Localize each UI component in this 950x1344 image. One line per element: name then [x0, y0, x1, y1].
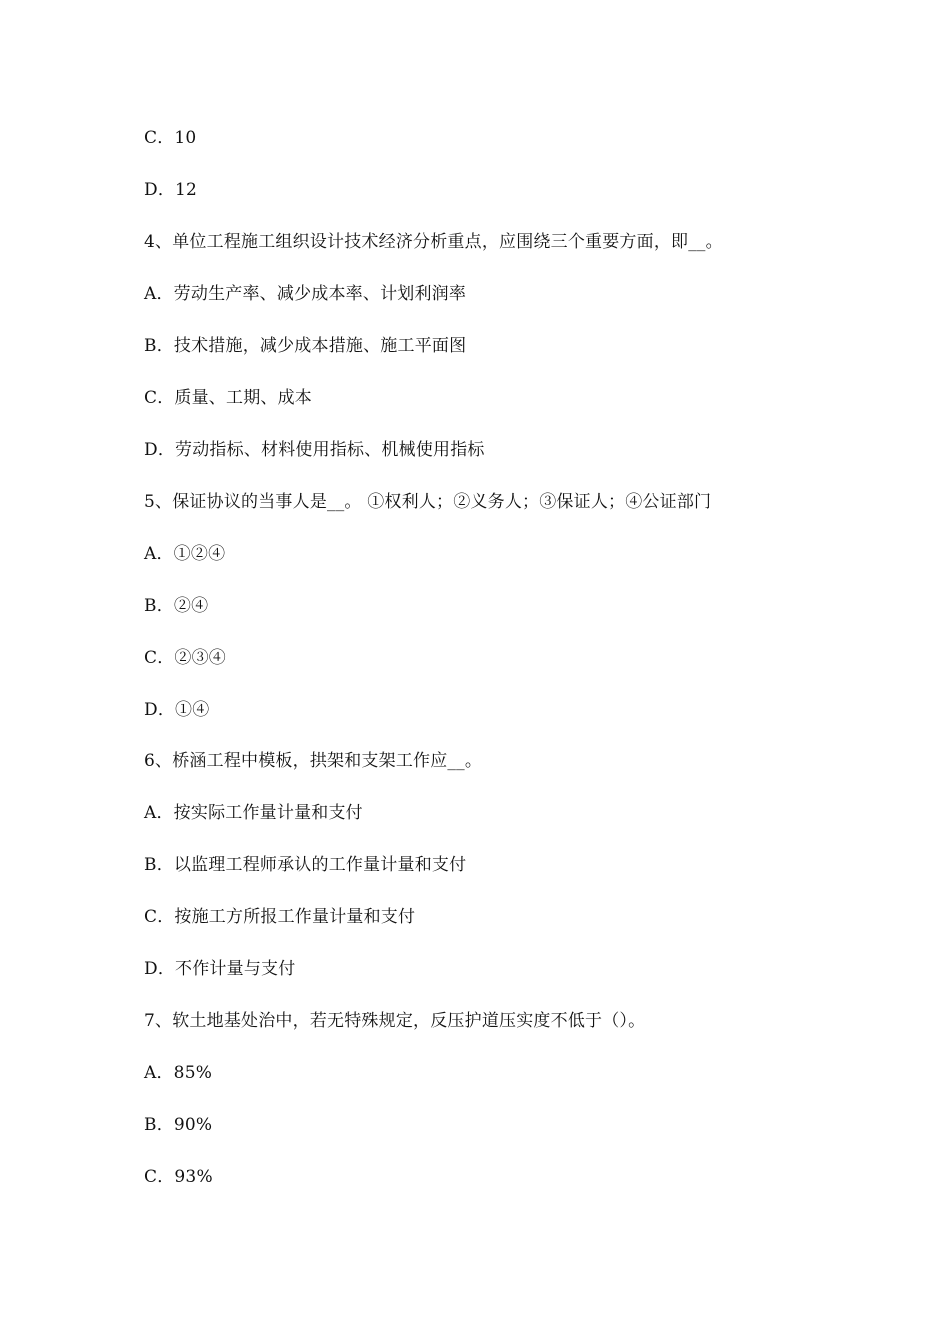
option-c-q3: C．10	[144, 128, 197, 148]
question-5: 5、保证协议的当事人是__。 ①权利人；②义务人；③保证人；④公证部门	[144, 492, 712, 512]
question-7: 7、软土地基处治中，若无特殊规定，反压护道压实度不低于（）。	[144, 1011, 646, 1031]
option-b-q7: B．90%	[144, 1115, 213, 1135]
option-d-q6: D．不作计量与支付	[144, 959, 296, 979]
option-c-q6: C．按施工方所报工作量计量和支付	[144, 907, 416, 927]
option-d-q3: D．12	[144, 180, 198, 200]
option-c-q4: C．质量、工期、成本	[144, 388, 313, 408]
option-d-q5: D．①④	[144, 700, 210, 720]
option-a-q7: A．85%	[144, 1063, 213, 1083]
option-b-q4: B．技术措施，减少成本措施、施工平面图	[144, 336, 467, 356]
option-c-q7: C．93%	[144, 1167, 213, 1187]
option-c-q5: C．②③④	[144, 648, 227, 668]
option-d-q4: D．劳动指标、材料使用指标、机械使用指标	[144, 440, 485, 460]
option-b-q5: B．②④	[144, 596, 209, 616]
question-6: 6、桥涵工程中模板，拱架和支架工作应__。	[144, 751, 483, 771]
option-a-q6: A．按实际工作量计量和支付	[144, 803, 363, 823]
option-a-q5: A．①②④	[144, 544, 226, 564]
option-a-q4: A．劳动生产率、减少成本率、计划利润率	[144, 284, 467, 304]
option-b-q6: B．以监理工程师承认的工作量计量和支付	[144, 855, 467, 875]
question-4: 4、单位工程施工组织设计技术经济分析重点，应围绕三个重要方面，即__。	[144, 232, 723, 252]
